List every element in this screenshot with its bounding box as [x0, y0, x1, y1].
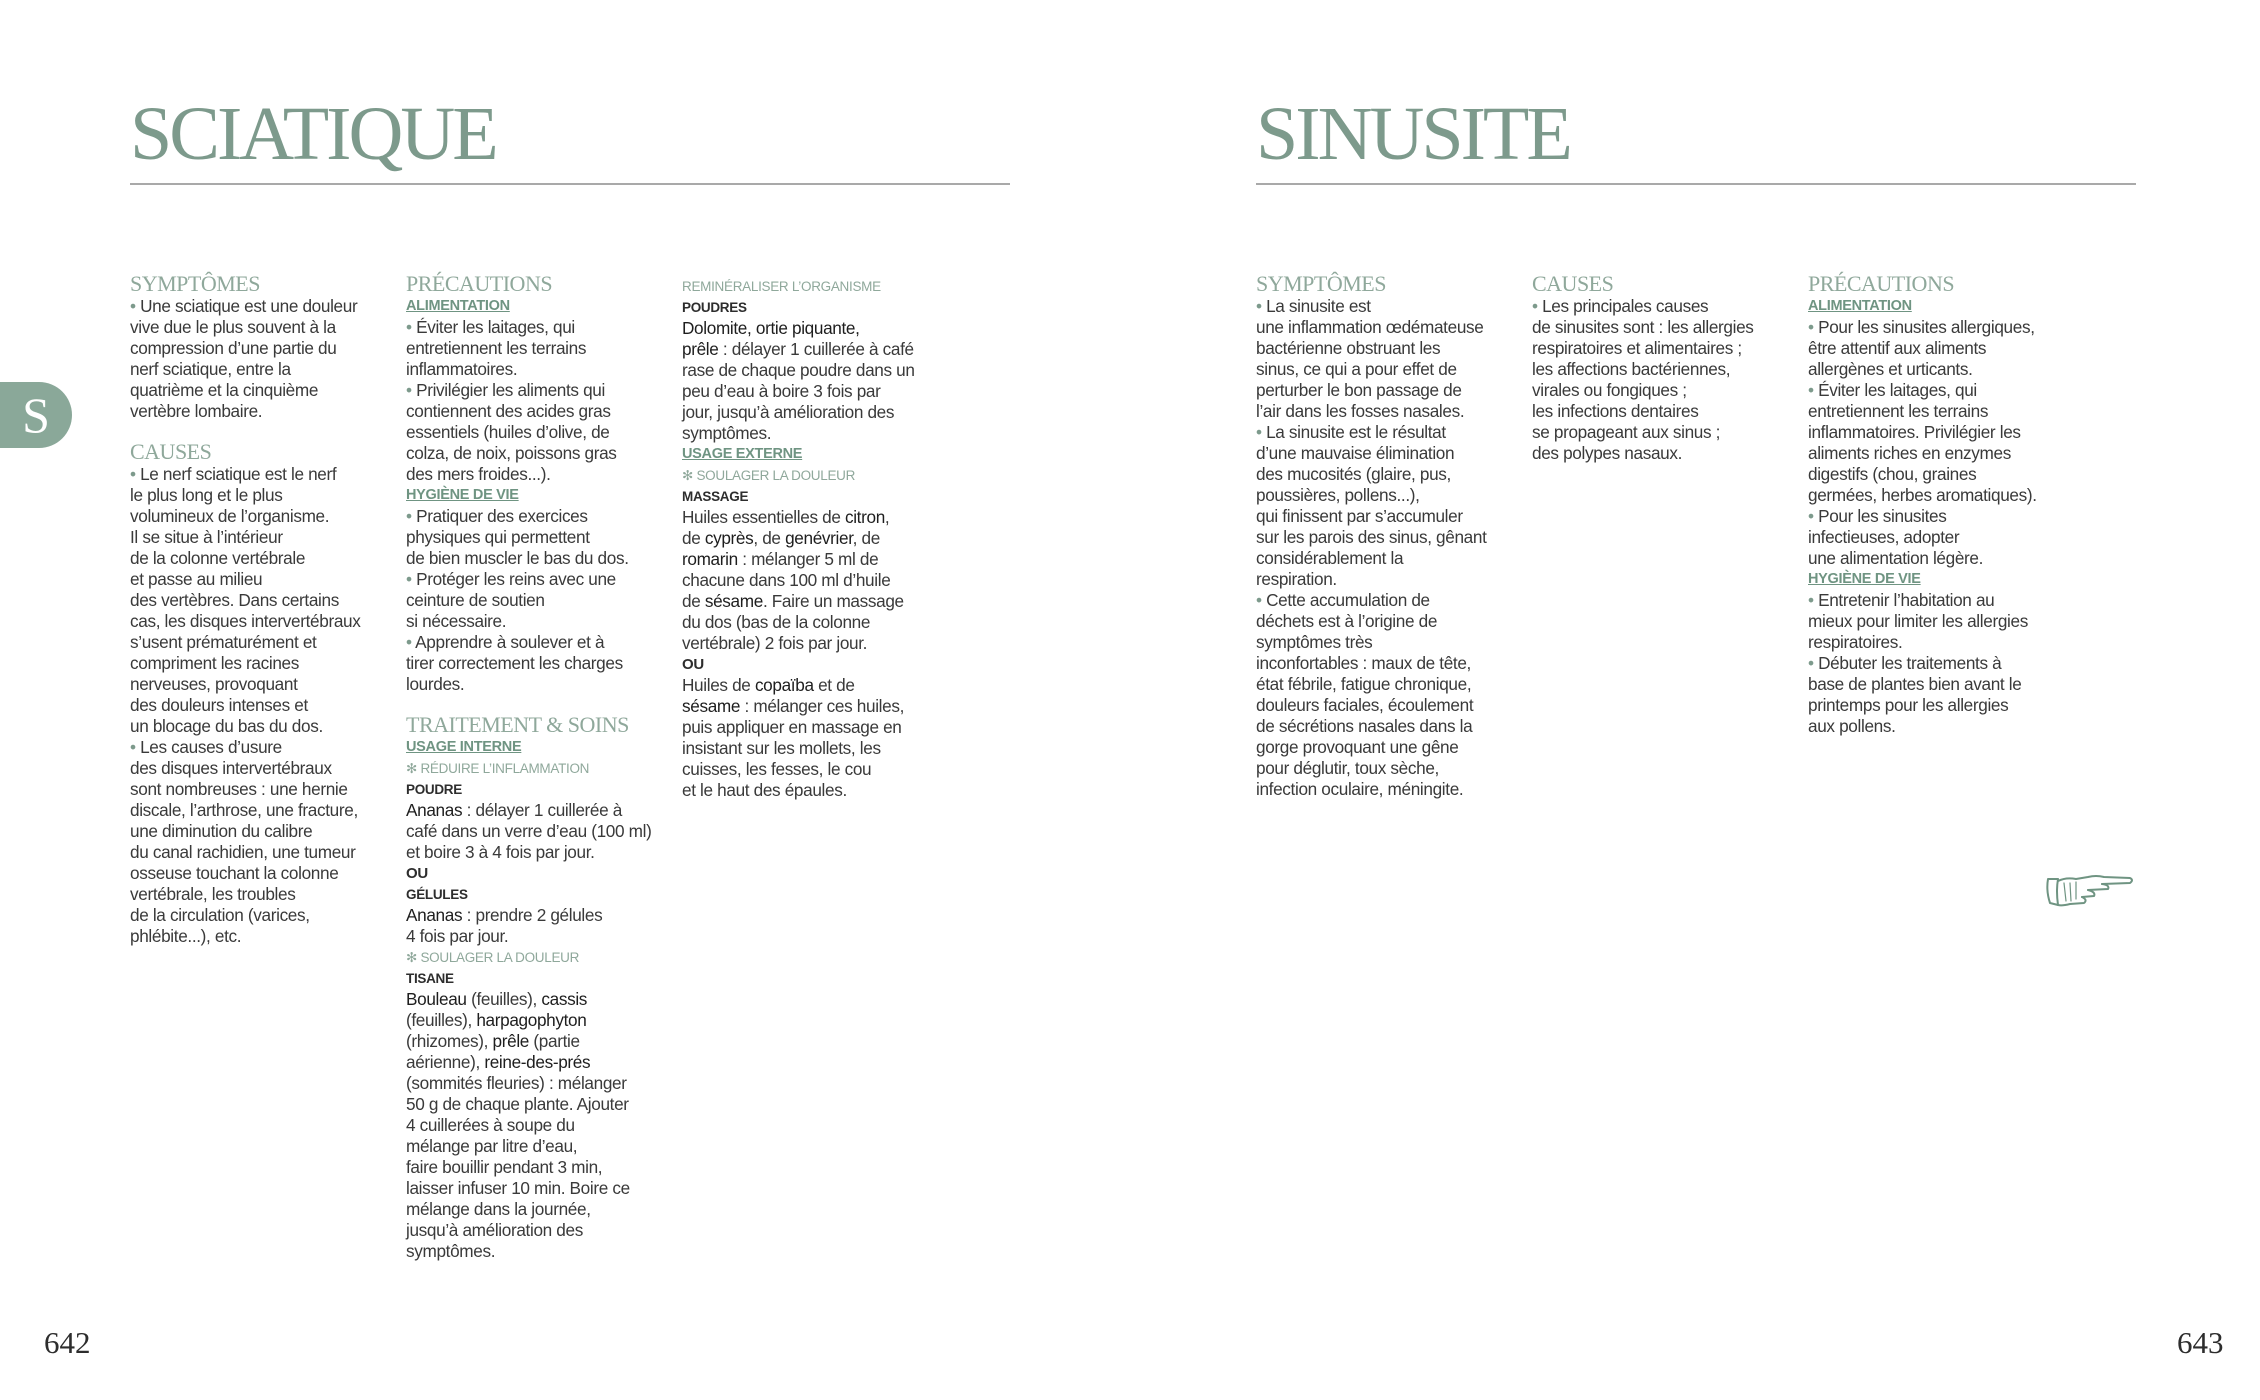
paragraph: Ananas : prendre 2 gélules 4 fois par jour.: [406, 905, 603, 946]
star-heading-remineraliser: REMINÉRALISER L’ORGANISME: [682, 279, 881, 294]
title-divider-right: [1256, 183, 2136, 185]
paragraph: • Éviter les laitages, qui entretiennent les terrains inflammatoires. Privilégier les aliments riches en enzymes digestifs (chou, graines germées, herbes aromatiques).: [1808, 380, 2037, 505]
column-sciatique-2: [406, 270, 671, 1262]
paragraph: Bouleau (feuilles), cassis (feuilles), harpagophyton (rhizomes), prêle (partie aérienne), reine-des-prés (sommités fleuries) : mélanger 50 g de chaque plante. Ajouter 4 cuillerées à soupe du mélange par litre d’eau, faire bouillir pendant 3 min, laisser infuser 10 min. Boire ce mélange dans la journée, jusqu’à amélioration des symptômes.: [406, 989, 630, 1261]
paragraph: • La sinusite est le résultat d’une mauvaise élimination des mucosités (glaire, pus, poussières, pollens...), qui finissent par s’accumuler sur les parois des sinus, gênant considérablement la respiration.: [1256, 422, 1487, 589]
star-heading-reduire-inflammation: ✻ RÉDUIRE L’INFLAMMATION: [406, 761, 590, 776]
label-ou: OU: [682, 656, 704, 673]
paragraph: • Protéger les reins avec une ceinture de soutien si nécessaire.: [406, 569, 616, 631]
paragraph: Huiles de copaïba et de sésame : mélanger ces huiles, puis appliquer en massage en insistant sur les mollets, les cuisses, les fesses, le cou et le haut des épaules.: [682, 675, 905, 800]
label-poudres: POUDRES: [682, 300, 747, 315]
page-number-right: 643: [2177, 1325, 2224, 1360]
label-gelules: GÉLULES: [406, 887, 468, 902]
subheading-hygiene-de-vie: HYGIÈNE DE VIE: [406, 487, 519, 503]
subheading-hygiene-de-vie: HYGIÈNE DE VIE: [1808, 571, 1921, 587]
paragraph: • Une sciatique est une douleur vive due le plus souvent à la compression d’une partie du nerf sciatique, entre la quatrième et la cinquième vertèbre lombaire.: [130, 296, 358, 421]
label-poudre: POUDRE: [406, 782, 462, 797]
page-title-sciatique: SCIATIQUE: [130, 92, 496, 176]
column-sinusite-2: [1532, 270, 1797, 464]
paragraph: • Pour les sinusites allergiques, être attentif aux aliments allergènes et urticants.: [1808, 317, 2035, 379]
page-number-left: 642: [44, 1325, 91, 1360]
paragraph: • Le nerf sciatique est le nerf le plus long et le plus volumineux de l’organisme. Il se situe à l’intérieur de la colonne vertébrale et passe au milieu des vertèbres. Dans certains cas, les disques intervertébraux s’usent prématurément et compriment les racines nerveuses, provoquant des douleurs intenses et un blocage du bas du dos.: [130, 464, 361, 736]
paragraph: • Éviter les laitages, qui entretiennent les terrains inflammatoires.: [406, 317, 587, 379]
label-tisane: TISANE: [406, 971, 454, 986]
paragraph: • Débuter les traitements à base de plantes bien avant le printemps pour les allergies aux pollens.: [1808, 653, 2022, 736]
paragraph: • Apprendre à soulever et à tirer correctement les charges lourdes.: [406, 632, 623, 694]
paragraph: • Privilégier les aliments qui contiennent des acides gras essentiels (huiles d’olive, de colza, de noix, poissons gras des mers froides...).: [406, 380, 617, 484]
subheading-alimentation: ALIMENTATION: [406, 298, 510, 314]
column-sinusite-3: [1808, 270, 2073, 737]
heading-precautions: PRÉCAUTIONS: [406, 271, 553, 296]
column-sciatique-3: [682, 270, 947, 801]
paragraph: • Entretenir l’habitation au mieux pour limiter les allergies respiratoires.: [1808, 590, 2028, 652]
column-sciatique-1: [130, 270, 395, 947]
paragraph: Ananas : délayer 1 cuillerée à café dans un verre d’eau (100 ml) et boire 3 à 4 fois par jour.: [406, 800, 652, 862]
heading-symptomes: SYMPTÔMES: [1256, 271, 1386, 296]
column-sinusite-1: [1256, 270, 1521, 800]
thumb-tab-letter: S: [0, 382, 72, 448]
star-heading-soulager-douleur: ✻ SOULAGER LA DOULEUR: [406, 950, 580, 965]
page-title-sinusite: SINUSITE: [1256, 92, 1570, 176]
subheading-alimentation: ALIMENTATION: [1808, 298, 1912, 314]
heading-symptomes: SYMPTÔMES: [130, 271, 260, 296]
paragraph: • Pratiquer des exercices physiques qui permettent de bien muscler le bas du dos.: [406, 506, 629, 568]
heading-traitement-soins: TRAITEMENT & SOINS: [406, 712, 629, 737]
paragraph: • Les causes d’usure des disques intervertébraux sont nombreuses : une hernie discale, l’arthrose, une fracture, une diminution du calibre du canal rachidien, une tumeur osseuse touchant la colonne vertébrale, les troubles de la circulation (varices, phlébite...), etc.: [130, 737, 358, 946]
subheading-usage-externe: USAGE EXTERNE: [682, 446, 803, 462]
heading-causes: CAUSES: [130, 439, 212, 464]
paragraph: • Les principales causes de sinusites sont : les allergies respiratoires et alimentaires ; les affections bactériennes, virales ou fongiques ; les infections dentaires se propageant aux sinus ; des polypes nasaux.: [1532, 296, 1754, 463]
label-massage: MASSAGE: [682, 489, 749, 504]
pointing-hand-icon: [2044, 869, 2136, 913]
paragraph: • La sinusite est une inflammation œdémateuse bactérienne obstruant les sinus, ce qui a pour effet de perturber le bon passage de l’air dans les fosses nasales.: [1256, 296, 1484, 421]
paragraph: • Pour les sinusites infectieuses, adopter une alimentation légère.: [1808, 506, 1984, 568]
heading-causes: CAUSES: [1532, 271, 1614, 296]
paragraph: • Cette accumulation de déchets est à l’origine de symptômes très inconfortables : maux de tête, état fébrile, fatigue chronique, douleurs faciales, écoulement de sécrétions nasales dans la gorge provoquant une gêne pour déglutir, toux sèche, infection oculaire, méningite.: [1256, 590, 1474, 799]
star-heading-soulager-douleur: ✻ SOULAGER LA DOULEUR: [682, 468, 856, 483]
subheading-usage-interne: USAGE INTERNE: [406, 739, 522, 755]
heading-precautions: PRÉCAUTIONS: [1808, 271, 1955, 296]
label-ou: OU: [406, 865, 428, 882]
paragraph: Huiles essentielles de citron, de cyprès, de genévrier, de romarin : mélanger 5 ml de chacune dans 100 ml d’huile de sésame. Faire un massage du dos (bas de la colonne vertébrale) 2 fois par jour.: [682, 507, 904, 653]
title-divider-left: [130, 183, 1010, 185]
paragraph: Dolomite, ortie piquante, prêle : délayer 1 cuillerée à café rase de chaque poudre dans un peu d’eau à boire 3 fois par jour, jusqu’à amélioration des symptômes.: [682, 318, 915, 443]
